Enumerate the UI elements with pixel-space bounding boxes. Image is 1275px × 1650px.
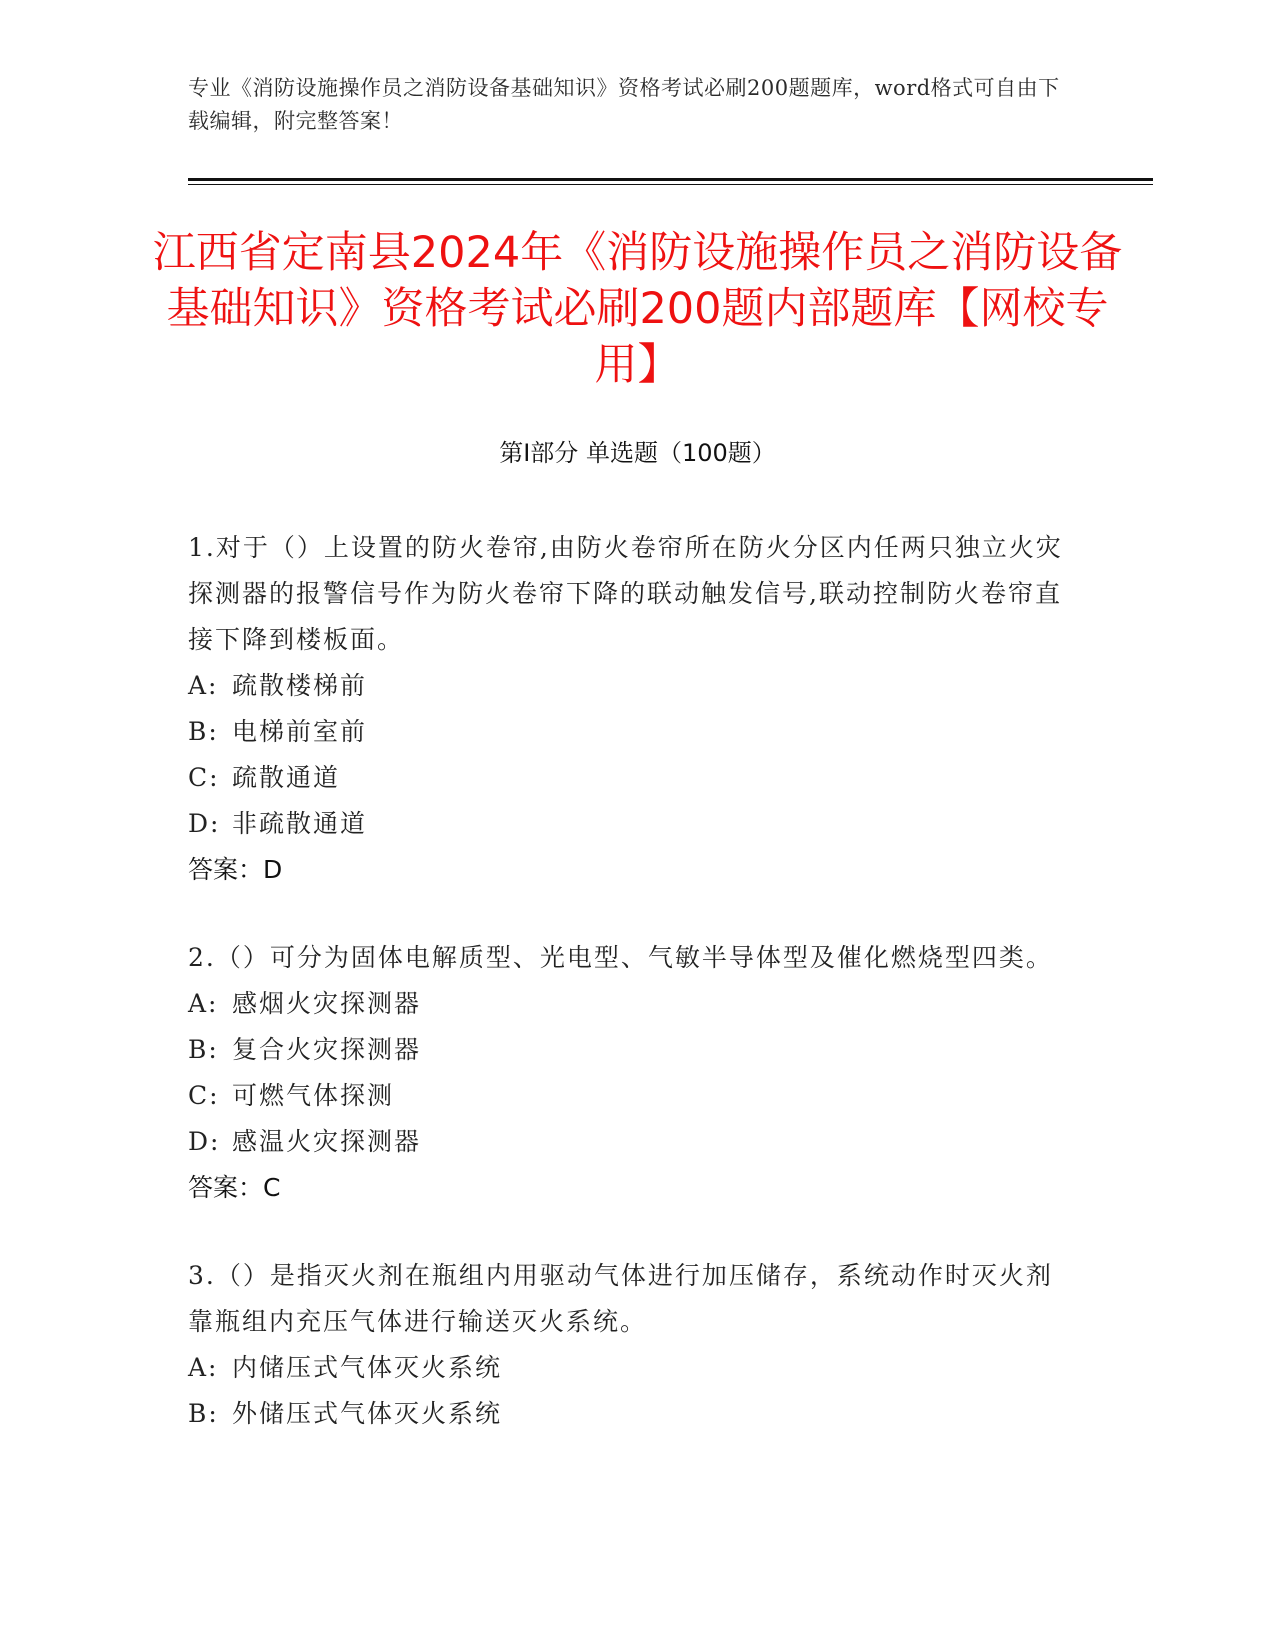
header-rule-thick <box>188 178 1153 181</box>
header-rule-thin <box>188 184 1153 185</box>
question-stem: 3.（）是指灭火剂在瓶组内用驱动气体进行加压储存，系统动作时灭火剂靠瓶组内充压气体进行输送灭火系统。 <box>188 1261 1053 1336</box>
option-letter: B: <box>188 717 219 746</box>
option-letter: C: <box>188 763 220 792</box>
option-letter: B: <box>188 1399 219 1428</box>
option-a <box>188 1345 1078 1391</box>
option-text: 内储压式气体灭火系统 <box>232 1353 503 1382</box>
option-text: 感温火灾探测器 <box>232 1127 422 1156</box>
option-d <box>188 1119 1078 1165</box>
option-letter: A: <box>188 989 219 1018</box>
question-stem: 1.对于（）上设置的防火卷帘,由防火卷帘所在防火分区内任两只独立火灾探测器的报警信号作为防火卷帘下降的联动触发信号,联动控制防火卷帘直接下降到楼板面。 <box>188 533 1063 654</box>
option-letter: A: <box>188 1353 219 1382</box>
question-list <box>188 525 1078 1479</box>
section-title: 第I部分 单选题（100题） <box>499 439 776 467</box>
option-text: 电梯前室前 <box>232 717 368 746</box>
option-letter: A: <box>188 671 219 700</box>
option-b <box>188 709 1078 755</box>
option-letter: D: <box>188 1127 221 1156</box>
option-a <box>188 663 1078 709</box>
option-b <box>188 1027 1078 1073</box>
question-1 <box>188 525 1078 893</box>
option-text: 可燃气体探测 <box>232 1081 395 1110</box>
option-c <box>188 1073 1078 1119</box>
option-letter: C: <box>188 1081 220 1110</box>
question-3 <box>188 1253 1078 1437</box>
option-text: 感烟火灾探测器 <box>232 989 422 1018</box>
option-letter: D: <box>188 809 221 838</box>
document-title: 江西省定南县2024年《消防设施操作员之消防设备基础知识》资格考试必刷200题内部题库【网校专用】 <box>152 228 1123 390</box>
option-d <box>188 801 1078 847</box>
option-c <box>188 755 1078 801</box>
question-2 <box>188 935 1078 1211</box>
answer-line: 答案：C <box>188 1173 281 1202</box>
option-text: 复合火灾探测器 <box>232 1035 422 1064</box>
option-b <box>188 1391 1078 1437</box>
option-text: 疏散通道 <box>232 763 341 792</box>
option-text: 非疏散通道 <box>232 809 368 838</box>
option-letter: B: <box>188 1035 219 1064</box>
question-stem: 2.（）可分为固体电解质型、光电型、气敏半导体型及催化燃烧型四类。 <box>188 943 1053 972</box>
option-text: 外储压式气体灭火系统 <box>232 1399 503 1428</box>
header-note: 专业《消防设施操作员之消防设备基础知识》资格考试必刷200题题库，word格式可自由下载编辑，附完整答案！ <box>188 76 1060 133</box>
answer-line: 答案：D <box>188 855 283 884</box>
option-a <box>188 981 1078 1027</box>
option-text: 疏散楼梯前 <box>232 671 368 700</box>
